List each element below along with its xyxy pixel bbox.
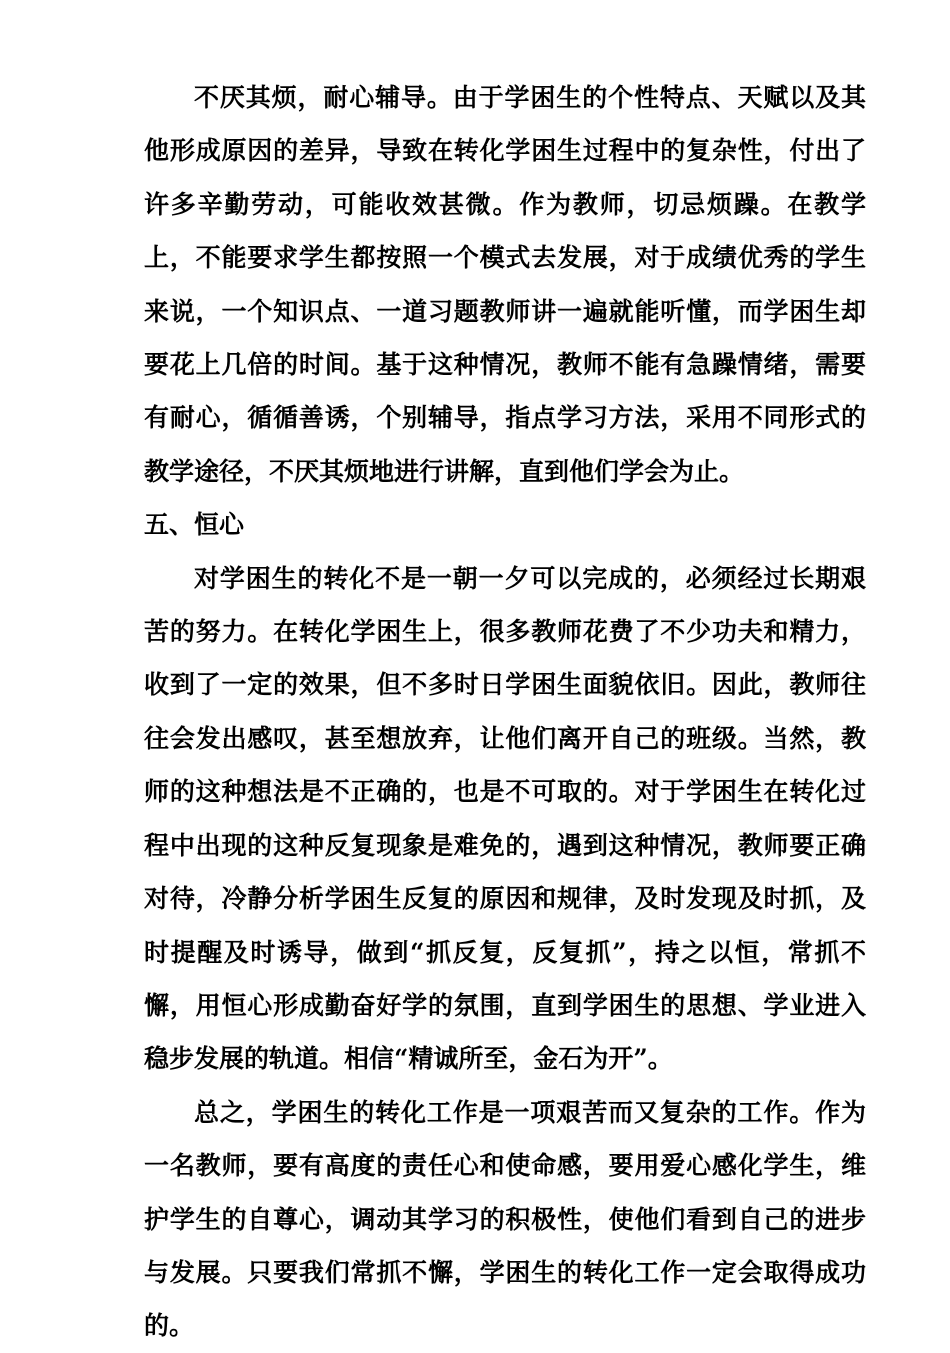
paragraph-conclusion: 总之，学困生的转化工作是一项艰苦而又复杂的工作。作为一名教师，要有高度的责任心和使命感，要用爱心感化学生，维护学生的自尊心，调动其学习的积极性，使他们看到自己的进步与发展。只要我们常抓不懈，学困生的转化工作一定会取得成功的。 bbox=[144, 1097, 866, 1341]
paragraph-patience-guidance: 不厌其烦，耐心辅导。由于学困生的个性特点、天赋以及其他形成原因的差异，导致在转化学困生过程中的复杂性，付出了许多辛勤劳动，可能收效甚微。作为教师，切忌烦躁。在教学上，不能要求学生都按照一个模式去发展，对于成绩优秀的学生来说，一个知识点、一道习题教师讲一遍就能听懂，而学困生却要花上几倍的时间。基于这种情况，教师不能有急躁情绪，需要有耐心，循循善诱，个别辅导，指点学习方法，采用不同形式的教学途径，不厌其烦地进行讲解，直到他们学会为止。 bbox=[144, 83, 866, 486]
document-page bbox=[144, 71, 866, 1353]
section-heading-perseverance: 五、恒心 bbox=[144, 510, 245, 540]
paragraph-perseverance: 对学困生的转化不是一朝一夕可以完成的，必须经过长期艰苦的努力。在转化学困生上，很多教师花费了不少功夫和精力，收到了一定的效果，但不多时日学困生面貌依旧。因此，教师往往会发出感叹，甚至想放弃，让他们离开自己的班级。当然，教师的这种想法是不正确的，也是不可取的。对于学困生在转化过程中出现的这种反复现象是难免的，遇到这种情况，教师要正确对待，冷静分析学困生反复的原因和规律，及时发现及时抓，及时提醒及时诱导，做到“抓反复，反复抓”，持之以恒，常抓不懈，用恒心形成勤奋好学的氛围，直到学困生的思想、学业进入稳步发展的轨道。相信“精诚所至，金石为开”。 bbox=[144, 563, 866, 1074]
